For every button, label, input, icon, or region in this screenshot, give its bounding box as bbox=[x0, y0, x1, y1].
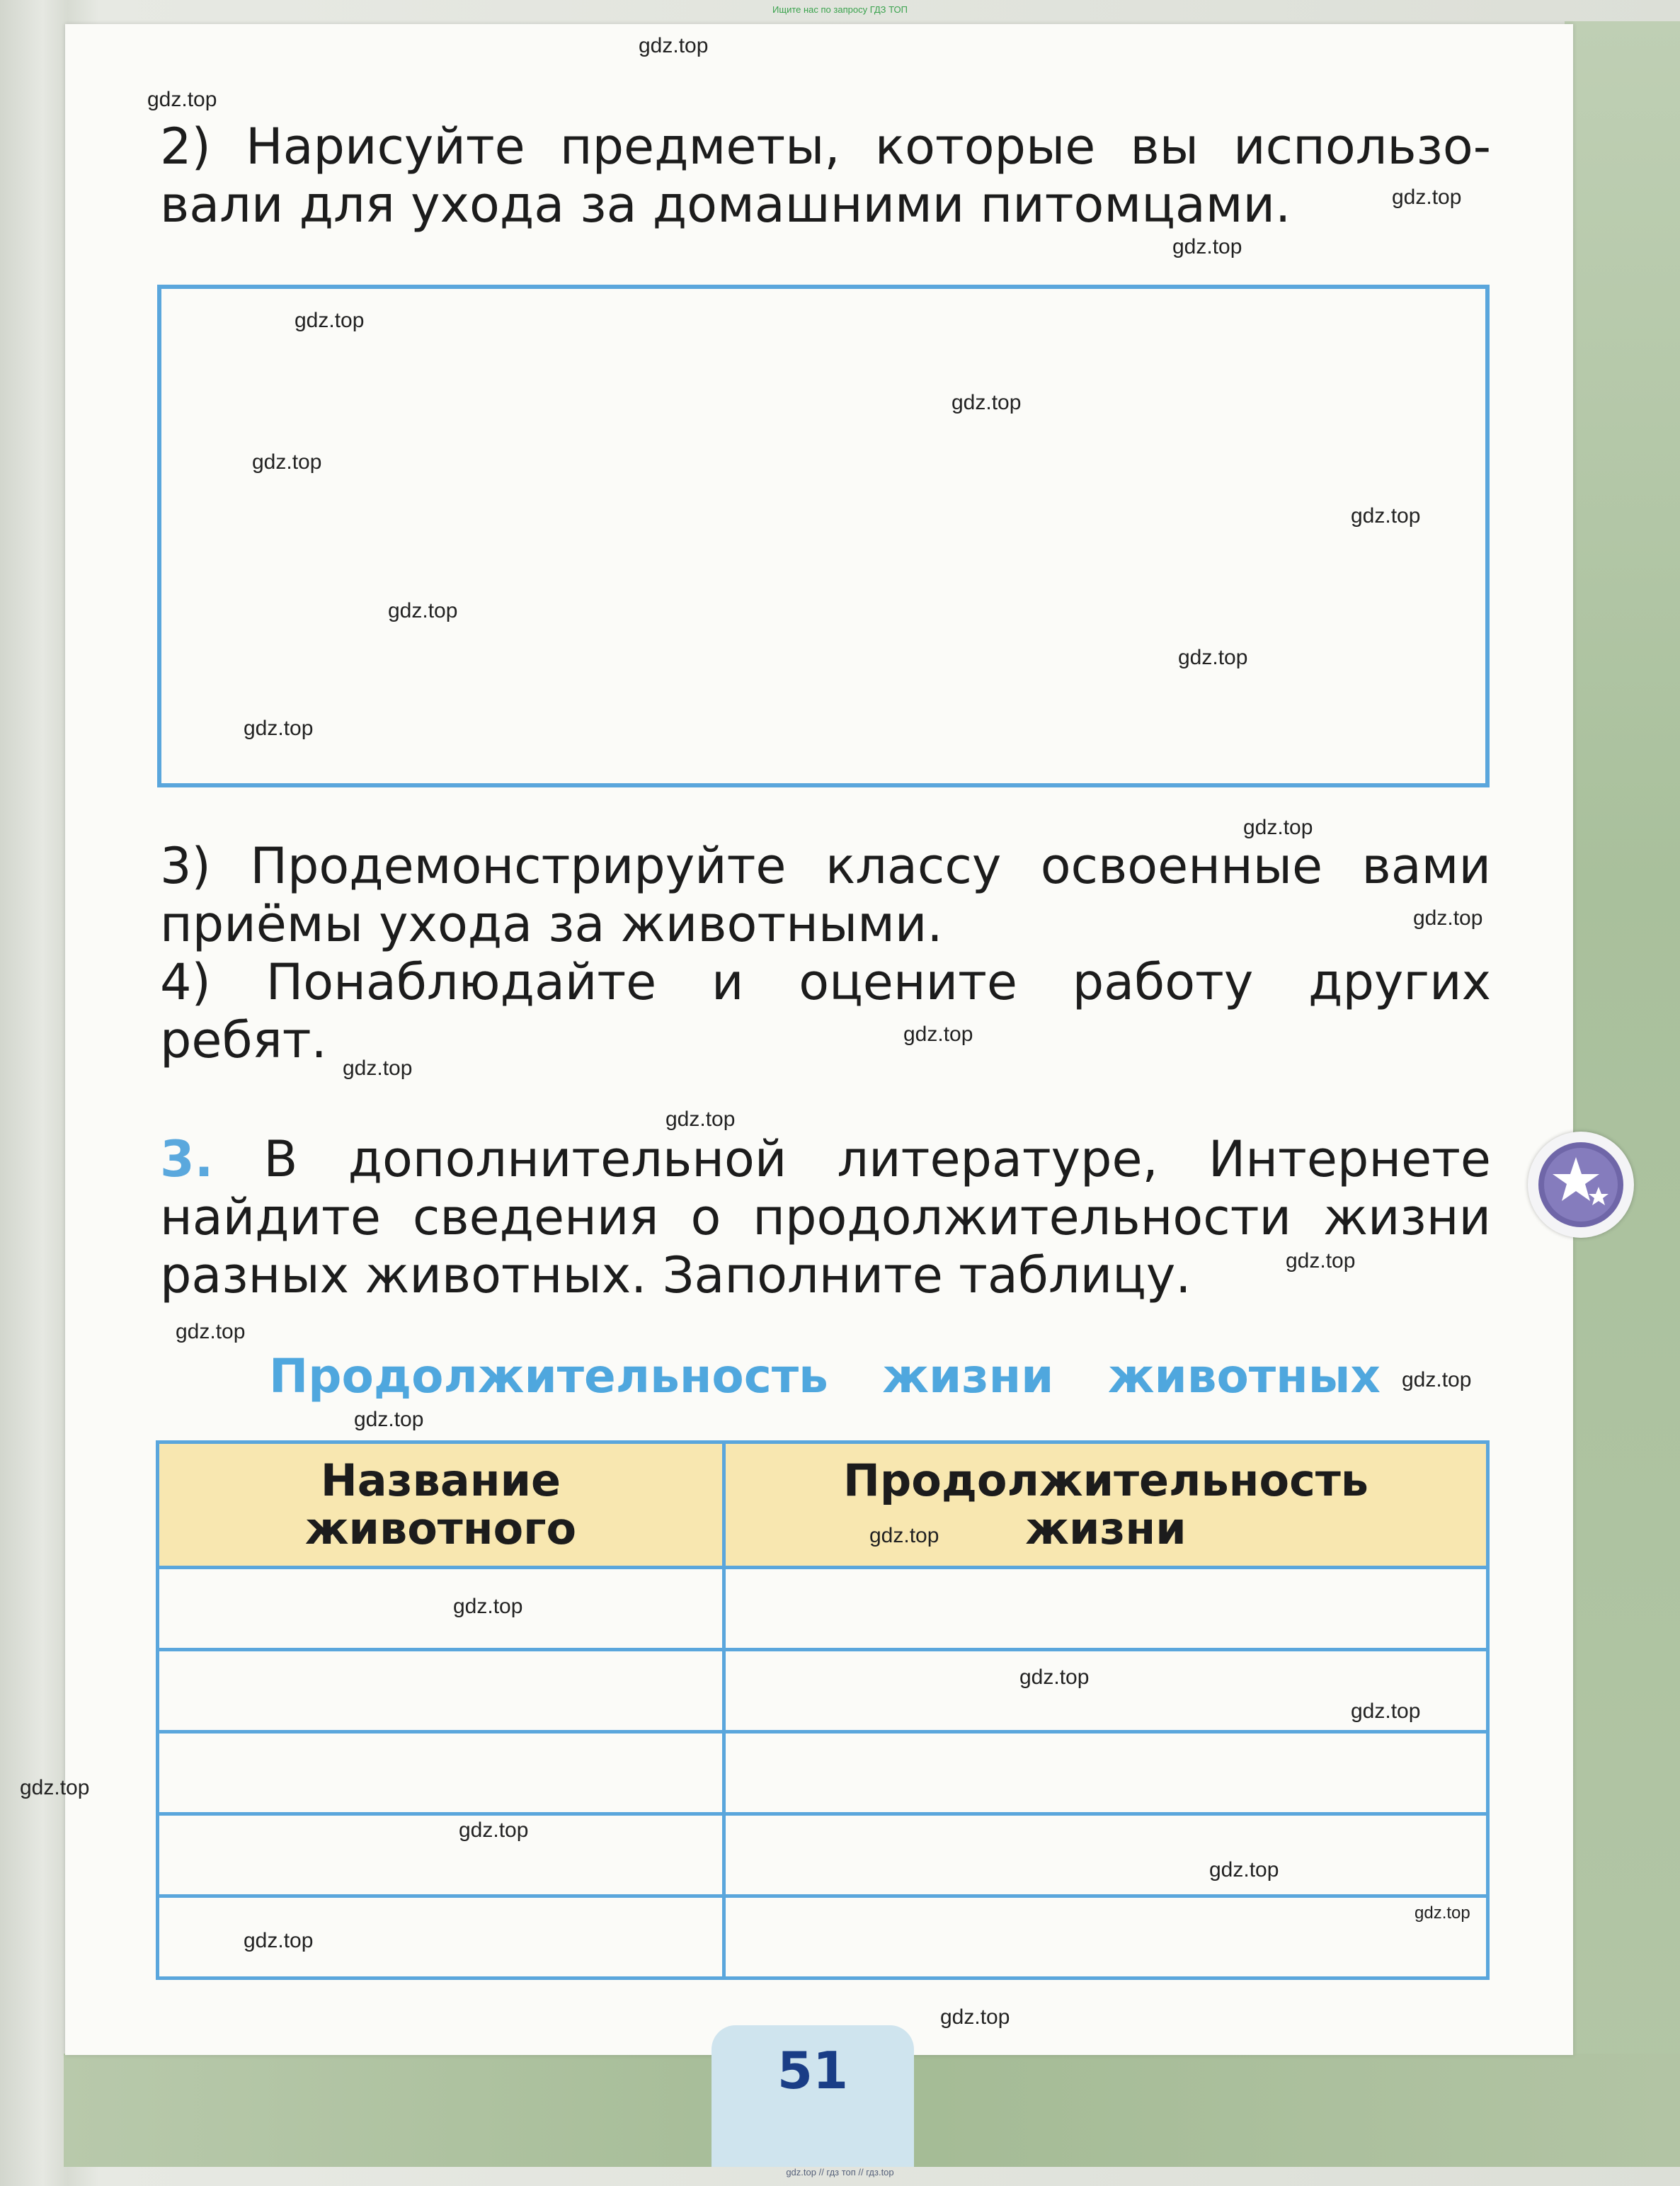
animal-name-cell[interactable] bbox=[158, 1896, 724, 1979]
watermark: gdz.top bbox=[1413, 906, 1483, 930]
table-header-row bbox=[158, 1442, 1488, 1568]
watermark: gdz.top bbox=[354, 1408, 424, 1431]
watermark: gdz.top bbox=[343, 1057, 413, 1080]
lifespan-cell[interactable] bbox=[724, 1732, 1488, 1814]
animal-name-cell[interactable] bbox=[158, 1814, 724, 1896]
watermark: gdz.top bbox=[1351, 504, 1421, 528]
side-green-band bbox=[1565, 21, 1680, 2167]
watermark: gdz.top bbox=[453, 1595, 523, 1618]
task3-line1-rest: В дополнительной литературе, Интернете bbox=[213, 1130, 1491, 1188]
task3-line3: разных животных. Заполните таблицу. bbox=[160, 1246, 1192, 1304]
task2-item2 bbox=[160, 118, 1491, 234]
task3-number: 3. bbox=[160, 1130, 214, 1188]
star-icon bbox=[1533, 1137, 1628, 1232]
watermark: gdz.top bbox=[903, 1023, 973, 1046]
page-number: 51 bbox=[777, 2041, 849, 2100]
task3-line1 bbox=[160, 1130, 1491, 1188]
table-row bbox=[158, 1814, 1488, 1896]
task2-item2-line1: 2) Нарисуйте предметы, которые вы использо- bbox=[160, 118, 1491, 176]
animal-name-cell[interactable] bbox=[158, 1650, 724, 1732]
watermark: gdz.top bbox=[1415, 1903, 1470, 1923]
watermark: gdz.top bbox=[869, 1524, 939, 1547]
watermark: gdz.top bbox=[244, 1929, 314, 1952]
watermark: gdz.top bbox=[1178, 646, 1248, 669]
header-animal-name: Название животного bbox=[158, 1442, 724, 1568]
table-title: Продолжительность жизни животных bbox=[269, 1349, 1381, 1404]
watermark: gdz.top bbox=[1019, 1666, 1090, 1689]
task3-line2: найдите сведения о продолжительности жизни bbox=[160, 1188, 1491, 1246]
watermark: gdz.top bbox=[952, 391, 1022, 414]
task2-item3-line1: 3) Продемонстрируйте классу освоенные вами bbox=[160, 837, 1491, 895]
watermark: gdz.top bbox=[176, 1320, 246, 1343]
watermark: gdz.top bbox=[940, 2005, 1010, 2029]
task2-item4-line1: 4) Понаблюдайте и оцените работу других bbox=[160, 953, 1491, 1011]
watermark: gdz.top bbox=[665, 1108, 736, 1131]
task2-item3-line2: приёмы ухода за животными. bbox=[160, 895, 943, 953]
lifespan-cell[interactable] bbox=[724, 1568, 1488, 1650]
watermark: gdz.top bbox=[20, 1776, 90, 1799]
lifespan-table bbox=[156, 1440, 1490, 1980]
table-row bbox=[158, 1732, 1488, 1814]
task3-text bbox=[160, 1130, 1491, 1304]
watermark: gdz.top bbox=[1402, 1368, 1472, 1391]
watermark: gdz.top bbox=[252, 450, 322, 474]
table-row bbox=[158, 1568, 1488, 1650]
watermark: gdz.top bbox=[147, 88, 217, 111]
watermark: gdz.top bbox=[1392, 186, 1462, 209]
watermark: gdz.top bbox=[459, 1818, 529, 1842]
footer-note: gdz.top // гдз топ // гдз.top bbox=[786, 2167, 894, 2178]
watermark: gdz.top bbox=[1286, 1249, 1356, 1273]
header-lifespan: Продолжительность жизни bbox=[724, 1442, 1488, 1568]
lifespan-cell[interactable] bbox=[724, 1896, 1488, 1979]
task2-item2-line2: вали для ухода за домашними питомцами. bbox=[160, 176, 1291, 234]
star-badge bbox=[1528, 1132, 1634, 1238]
watermark: gdz.top bbox=[1172, 235, 1242, 258]
table-row bbox=[158, 1650, 1488, 1732]
watermark: gdz.top bbox=[388, 599, 458, 622]
task2-item3 bbox=[160, 837, 1491, 953]
header-note: Ищите нас по запросу ГДЗ ТОП bbox=[772, 4, 908, 15]
drawing-area[interactable] bbox=[157, 285, 1490, 787]
watermark: gdz.top bbox=[1209, 1858, 1279, 1882]
animal-name-cell[interactable] bbox=[158, 1568, 724, 1650]
animal-name-cell[interactable] bbox=[158, 1732, 724, 1814]
task2-item4-line2: ребят. bbox=[160, 1011, 327, 1069]
table-row bbox=[158, 1896, 1488, 1979]
watermark: gdz.top bbox=[295, 309, 365, 332]
watermark: gdz.top bbox=[244, 717, 314, 740]
lifespan-cell[interactable] bbox=[724, 1814, 1488, 1896]
task2-item4 bbox=[160, 953, 1491, 1069]
watermark: gdz.top bbox=[1243, 816, 1313, 839]
watermark: gdz.top bbox=[639, 34, 709, 57]
watermark: gdz.top bbox=[1351, 1700, 1421, 1723]
